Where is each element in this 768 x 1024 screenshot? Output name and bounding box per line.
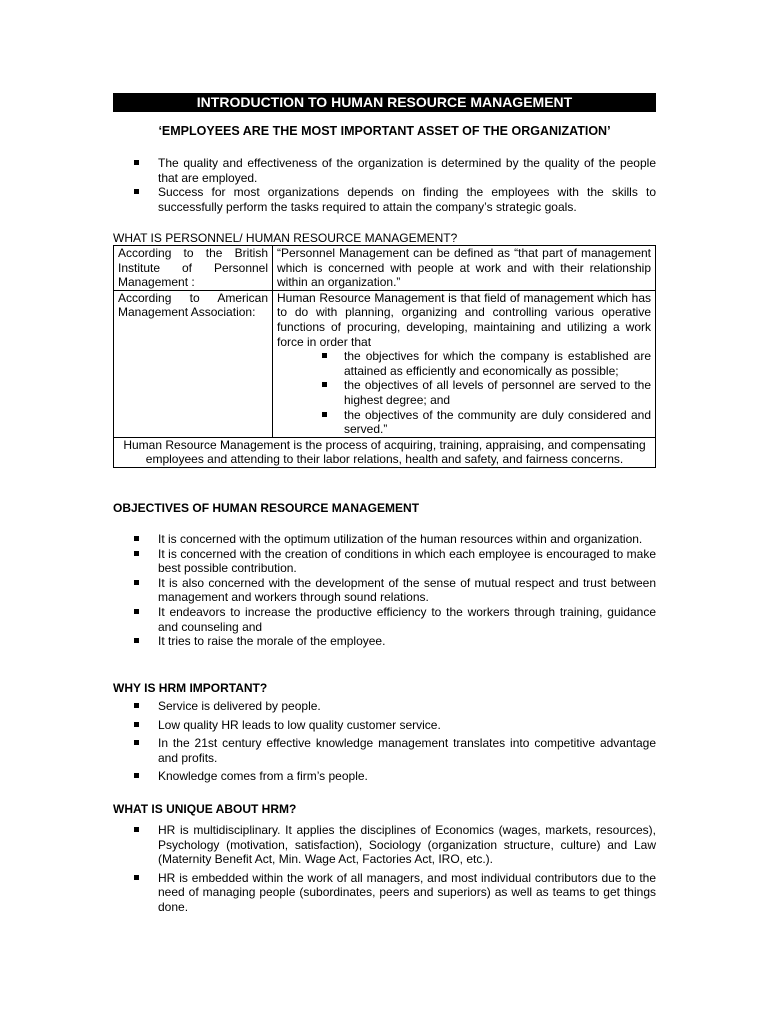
unique-heading: WHAT IS UNIQUE ABOUT HRM? (113, 802, 297, 816)
table-row (114, 290, 656, 437)
objectives-heading: OBJECTIVES OF HUMAN RESOURCE MANAGEMENT (113, 501, 420, 515)
list-item: HR is multidisciplinary. It applies the disciplines of Economics (wages, markets, resources), Psychology (motivation, satisfaction), Sociology (organization structure, culture) and Law (Maternity Benefit Act, Min. Wage Act, Factories Act, IRO, etc.). (133, 823, 656, 867)
ama-objective-3: the objectives of the community are duly considered and served.” (322, 408, 651, 437)
document-subtitle: ‘EMPLOYEES ARE THE MOST IMPORTANT ASSET OF THE ORGANIZATION’ (158, 124, 611, 138)
document-title: INTRODUCTION TO HUMAN RESOURCE MANAGEMENT (113, 93, 656, 112)
unique-list (133, 823, 656, 915)
bipm-definition-cell: “Personnel Management can be defined as “that part of management which is concerned with people at work and with their relationship within an organization.” (273, 246, 656, 291)
ama-objectives-list (277, 349, 651, 437)
table-row (114, 246, 656, 291)
list-item: It tries to raise the morale of the employee. (133, 634, 656, 649)
intro-bullet-2: Success for most organizations depends on finding the employees with the skills to successfully perform the tasks required to attain the company’s strategic goals. (133, 185, 656, 214)
ama-objective-1: the objectives for which the company is established are attained as efficiently and economically as possible; (322, 349, 651, 378)
list-item: It is also concerned with the development of the sense of mutual respect and trust between management and workers through sound relations. (133, 576, 656, 605)
list-item: In the 21st century effective knowledge management translates into competitive advantage and profits. (133, 736, 656, 765)
list-item: Low quality HR leads to low quality customer service. (133, 718, 656, 733)
list-item: It is concerned with the creation of conditions in which each employee is encouraged to make best possible contribution. (133, 547, 656, 576)
intro-bullet-list (133, 156, 656, 214)
ama-definition-intro: Human Resource Management is that field of management which has to do with planning, organizing and controlling various operative functions of procuring, developing, maintaining and utilizing a work force in order that (277, 290, 651, 349)
list-item: It endeavors to increase the productive efficiency to the workers through training, guidance and counseling and (133, 605, 656, 634)
ama-source-cell: According to American Management Association: (114, 290, 273, 437)
list-item: It is concerned with the optimum utilization of the human resources within and organization. (133, 532, 656, 547)
ama-objective-2: the objectives of all levels of personnel are served to the highest degree; and (322, 378, 651, 407)
list-item: Knowledge comes from a firm’s people. (133, 769, 656, 784)
hrm-process-definition-cell: Human Resource Management is the process of acquiring, training, appraising, and compensating employees and attending to their labor relations, health and safety, and fairness concerns. (114, 437, 656, 467)
definition-table (113, 245, 656, 468)
table-row (114, 437, 656, 467)
intro-bullet-1: The quality and effectiveness of the organization is determined by the quality of the people that are employed. (133, 156, 656, 185)
ama-definition-cell (273, 290, 656, 437)
list-item: Service is delivered by people. (133, 699, 656, 714)
bipm-source-cell: According to the British Institute of Personnel Management : (114, 246, 273, 291)
definition-label: WHAT IS PERSONNEL/ HUMAN RESOURCE MANAGEMENT? (113, 231, 458, 245)
list-item: HR is embedded within the work of all managers, and most individual contributors due to the need of managing people (subordinates, peers and superiors) as well as teams to get things done. (133, 871, 656, 915)
importance-heading: WHY IS HRM IMPORTANT? (113, 681, 268, 695)
importance-list (133, 699, 656, 784)
objectives-list (133, 532, 656, 649)
